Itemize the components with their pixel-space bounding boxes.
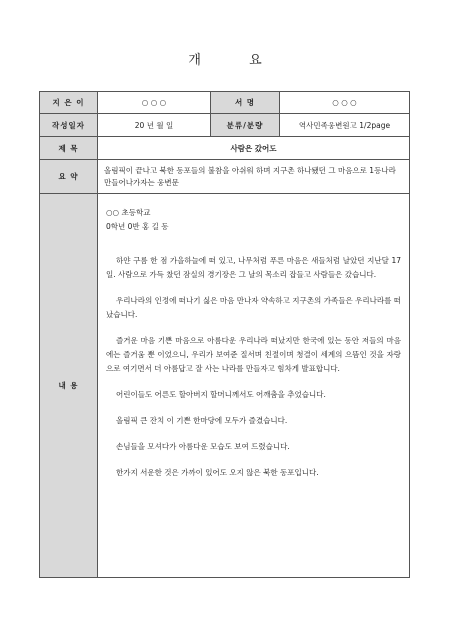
paragraph: 어린이들도 어른도 할아버지 할머니께서도 어깨춤을 추었습니다. — [116, 390, 326, 399]
content-label: 내 용 — [40, 194, 98, 578]
summary-label: 요 약 — [40, 160, 98, 194]
summary-value: 올림픽이 끝나고 북한 동포들의 불참을 아쉬워 하며 지구촌 하나됐던 그 마음으로 1등나라 만들어나가자는 웅변문 — [98, 160, 410, 194]
category-label: 분류/분량 — [211, 114, 280, 137]
category-value: 역사민족웅변원고 1/2page — [280, 114, 410, 137]
subject-label: 제 목 — [40, 137, 98, 160]
content-body — [98, 194, 410, 578]
student-name: 0학년 0반 홍 길 동 — [106, 222, 169, 231]
paragraph: 올림픽 큰 잔치 이 기쁜 한마당에 모두가 즐겼습니다. — [116, 416, 288, 425]
paragraph: 우리나라의 인정에 떠나기 싫은 마음 만나자 약속하고 지구촌의 가족들은 우리나라를 떠났습니다. — [106, 296, 401, 319]
author-label: 지 은 이 — [40, 92, 98, 114]
school-name: ○○ 초등학교 — [106, 208, 151, 217]
sign-label: 서 명 — [211, 92, 280, 114]
date-label: 작성일자 — [40, 114, 98, 137]
date-value: 20 년 월 일 — [98, 114, 211, 137]
document-title: 개 요 — [188, 53, 284, 68]
paragraph: 즐거운 마음 기쁜 마음으로 아름다운 우리나라 떠났지만 한국에 있는 동안 저들의 마음에는 즐거움 뿐 이었으니, 우리가 보여준 질서며 친절이며 청결이 세계의 으뜸인 것을 자랑으로 여기면서 더 아름답고 잘 사는 나라를 만들자고 힘차게 발표합니다. — [106, 336, 401, 373]
author-value: ○ ○ ○ — [98, 92, 211, 114]
paragraph: 하얀 구름 한 점 가을하늘에 떠 있고, 나무처럼 푸른 마음은 새들처럼 날았던 지난달 17일. 사람으로 가득 찼던 잠실의 경기장은 그 날의 목소리 잡들고 사람들은 갔습니다. — [106, 256, 401, 279]
overview-form — [39, 91, 410, 578]
paragraph: 한가지 서운한 것은 가까이 있어도 오지 않은 북한 동포입니다. — [116, 468, 319, 477]
subject-value: 사람은 갔어도 — [98, 137, 410, 160]
sign-value: ○ ○ ○ — [280, 92, 410, 114]
paragraph: 손님들을 모셔다가 아름다운 모습도 보여 드렸습니다. — [116, 442, 290, 451]
